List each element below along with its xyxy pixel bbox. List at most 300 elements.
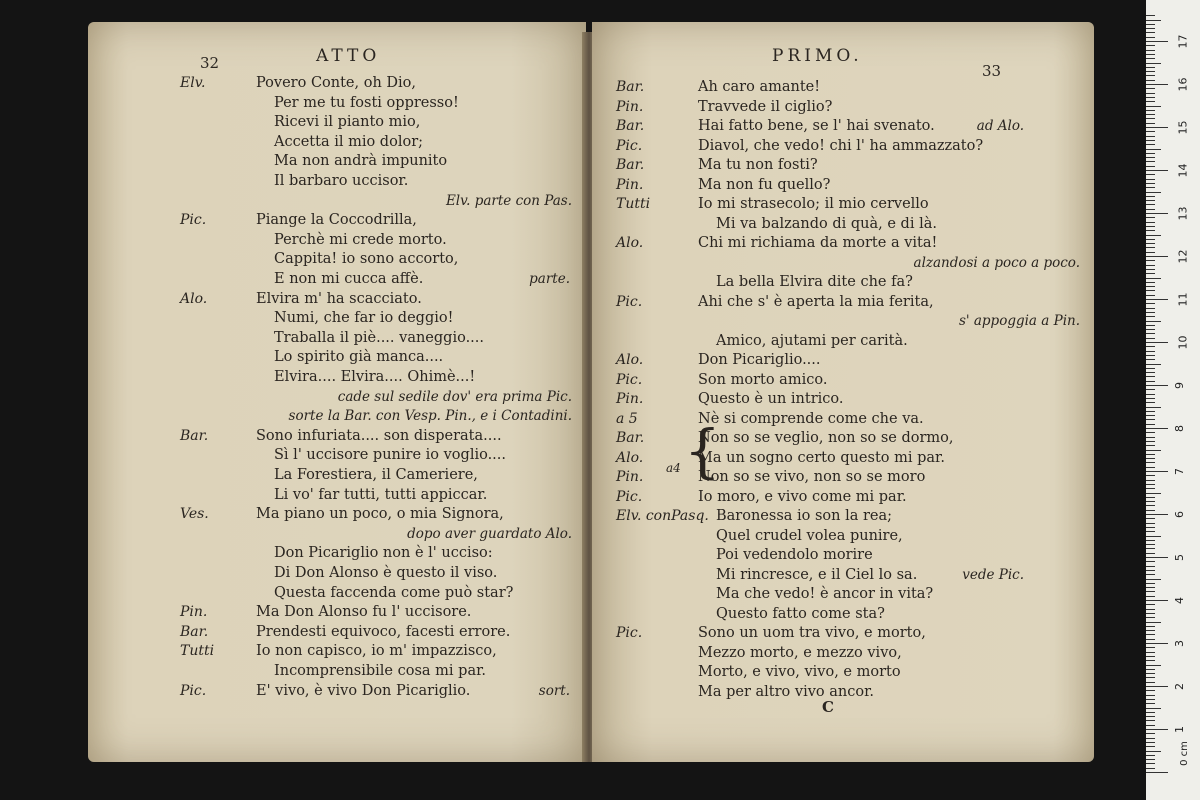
- speaker-label: Pin.: [616, 391, 644, 407]
- ruler-tick: [1146, 415, 1155, 416]
- ruler-tick: [1146, 488, 1155, 489]
- ruler-tick: [1146, 703, 1155, 704]
- ruler-tick: [1146, 471, 1168, 472]
- ruler-tick: [1146, 411, 1155, 412]
- ruler-tick: [1146, 351, 1155, 352]
- verse-line: Di Don Alonso è questo il viso.: [274, 565, 498, 581]
- ruler-tick: [1146, 531, 1155, 532]
- ruler-tick: [1146, 217, 1155, 218]
- ruler-tick: [1146, 67, 1155, 68]
- ruler-tick: [1146, 312, 1155, 313]
- ruler-tick: [1146, 58, 1155, 59]
- verse-line: Questo è un intrico.: [698, 391, 844, 407]
- ruler-tick: [1146, 523, 1155, 524]
- speaker-label: Pic.: [616, 293, 643, 310]
- ruler-tick: [1146, 118, 1155, 119]
- ruler-tick: [1146, 372, 1155, 373]
- ruler-tick: [1146, 204, 1155, 205]
- ruler-tick: [1146, 604, 1155, 605]
- ruler-tick: [1146, 192, 1161, 193]
- ruler-tick: [1146, 179, 1155, 180]
- verse-line: Sono un uom tra vivo, e morto,: [698, 625, 926, 641]
- verse-line: Ma Don Alonso fu l' uccisore.: [256, 604, 472, 621]
- verse-line: Ma per altro vivo ancor.: [698, 683, 875, 700]
- ruler-number: 4: [1173, 597, 1186, 604]
- speaker-label: Pic.: [616, 625, 643, 641]
- ruler-tick: [1146, 200, 1155, 201]
- ruler-tick: [1146, 342, 1168, 343]
- stage-direction: sorte la Bar. con Vesp. Pin., e i Contadini.: [288, 408, 572, 425]
- ruler-tick: [1146, 24, 1155, 25]
- ruler-tick: [1146, 402, 1155, 403]
- ruler-tick: [1146, 566, 1155, 567]
- ruler-tick: [1146, 265, 1155, 266]
- open-book: [88, 22, 1096, 768]
- ruler-tick: [1146, 269, 1155, 270]
- ruler-tick: [1146, 110, 1155, 111]
- ruler-tick: [1146, 536, 1161, 537]
- ruler-number: 14: [1176, 163, 1190, 178]
- ruler-tick: [1146, 127, 1168, 128]
- ruler-tick: [1146, 544, 1155, 545]
- measuring-ruler: [1146, 0, 1200, 800]
- verse-line: Don Picariglio....: [698, 352, 821, 368]
- ruler-tick: [1146, 441, 1155, 442]
- verse-line: Elvira.... Elvira.... Ohimè...!: [274, 369, 476, 385]
- ruler-tick: [1146, 695, 1155, 696]
- ruler-tick: [1146, 303, 1155, 304]
- ruler-tick: [1146, 329, 1155, 330]
- verse-line: Per me tu fosti oppresso!: [274, 94, 459, 111]
- verse-line: Morto, e vivo, vivo, e morto: [698, 664, 901, 680]
- ruler-tick: [1146, 591, 1155, 592]
- speaker-label: Ves.: [180, 506, 209, 523]
- verse-line: Amico, ajutami per carità.: [716, 332, 908, 349]
- ruler-tick: [1146, 540, 1155, 541]
- ruler-tick: [1146, 454, 1155, 455]
- ruler-number: 3: [1173, 640, 1186, 647]
- ruler-tick: [1146, 235, 1161, 236]
- ruler-tick: [1146, 333, 1155, 334]
- ruler-tick: [1146, 746, 1155, 747]
- ruler-tick: [1146, 153, 1155, 154]
- ruler-tick: [1146, 247, 1155, 248]
- left-page-header: ATTO: [316, 46, 381, 66]
- ruler-tick: [1146, 583, 1155, 584]
- ruler-number: 16: [1176, 77, 1190, 92]
- ruler-tick: [1146, 475, 1155, 476]
- speaker-label: Pic.: [616, 488, 643, 505]
- ruler-tick: [1146, 677, 1155, 678]
- ruler-tick: [1146, 720, 1155, 721]
- stage-direction: sort.: [538, 682, 570, 699]
- speaker-label: Pic.: [616, 137, 643, 154]
- verse-line: E non mi cucca affè.: [274, 271, 424, 287]
- ruler-tick: [1146, 733, 1155, 734]
- ruler-tick: [1146, 166, 1155, 167]
- verse-line: Baronessa io son la rea;: [716, 508, 893, 524]
- ruler-tick: [1146, 609, 1155, 610]
- verse-line: Non so se veglio, non so se dormo,: [698, 430, 954, 446]
- ruler-tick: [1146, 80, 1155, 81]
- speaker-label: Elv.: [180, 75, 206, 91]
- verse-line: Povero Conte, oh Dio,: [256, 75, 417, 91]
- verse-line: Accetta il mio dolor;: [274, 133, 424, 150]
- ruler-tick: [1146, 579, 1161, 580]
- ruler-tick: [1146, 97, 1155, 98]
- ruler-number: 2: [1173, 683, 1186, 690]
- verse-line: Don Picariglio non è l' ucciso:: [274, 545, 493, 562]
- ruler-tick: [1146, 123, 1155, 124]
- ruler-tick: [1146, 510, 1155, 511]
- ruler-tick: [1146, 613, 1155, 614]
- ruler-tick: [1146, 161, 1155, 162]
- ruler-tick: [1146, 518, 1155, 519]
- ruler-tick: [1146, 561, 1155, 562]
- ruler-tick: [1146, 729, 1168, 730]
- speaker-label: a 5: [616, 410, 638, 427]
- ruler-tick: [1146, 742, 1155, 743]
- verse-line: E' vivo, è vivo Don Picariglio.: [256, 682, 471, 699]
- ruler-tick: [1146, 394, 1155, 395]
- ruler-tick: [1146, 493, 1161, 494]
- ruler-tick: [1146, 505, 1155, 506]
- speaker-label: Pin.: [180, 604, 208, 621]
- ruler-tick: [1146, 751, 1161, 752]
- ruler-tick: [1146, 432, 1155, 433]
- ruler-tick: [1146, 660, 1155, 661]
- ruler-tick: [1146, 299, 1168, 300]
- ruler-tick: [1146, 557, 1168, 558]
- ruler-tick: [1146, 419, 1155, 420]
- verse-line: Numi, che far io deggio!: [274, 310, 454, 327]
- verse-line: Ma un sogno certo questo mi par.: [698, 449, 945, 466]
- ruler-tick: [1146, 93, 1155, 94]
- stage-direction: ad Alo.: [976, 118, 1024, 134]
- ruler-tick: [1146, 32, 1155, 33]
- verse-line: Mi va balzando di quà, e di là.: [716, 215, 937, 232]
- ruler-unit-label: 0 cm: [1178, 741, 1190, 766]
- ruler-tick: [1146, 643, 1168, 644]
- ruler-tick: [1146, 570, 1155, 571]
- verse-line: Mi rincresce, e il Ciel lo sa.: [716, 566, 918, 583]
- ruler-tick: [1146, 527, 1155, 528]
- ruler-tick: [1146, 763, 1155, 764]
- speaker-label: Tutti: [180, 643, 215, 660]
- ruler-tick: [1146, 437, 1155, 438]
- ruler-tick: [1146, 381, 1155, 382]
- speaker-label: Tutti: [616, 196, 651, 212]
- ruler-tick: [1146, 514, 1168, 515]
- speaker-label: Pin.: [616, 176, 644, 193]
- speaker-label: Bar.: [616, 118, 645, 134]
- ruler-tick: [1146, 484, 1155, 485]
- ruler-tick: [1146, 622, 1161, 623]
- ruler-tick: [1146, 617, 1155, 618]
- ruler-tick: [1146, 45, 1155, 46]
- ruler-tick: [1146, 101, 1155, 102]
- right-page-number: 33: [982, 62, 1002, 80]
- ruler-tick: [1146, 389, 1155, 390]
- ruler-tick: [1146, 213, 1168, 214]
- ruler-number: 13: [1176, 206, 1190, 221]
- speaker-label: Alo.: [616, 449, 644, 466]
- right-page: [592, 22, 1094, 762]
- ruler-tick: [1146, 226, 1155, 227]
- ruler-tick: [1146, 88, 1155, 89]
- ruler-tick: [1146, 50, 1155, 51]
- ruler-tick: [1146, 652, 1155, 653]
- ruler-tick: [1146, 28, 1155, 29]
- verse-line: Io mi strasecolo; il mio cervello: [698, 196, 929, 212]
- ruler-tick: [1146, 63, 1161, 64]
- verse-line: Elvira m' ha scacciato.: [256, 290, 422, 307]
- ruler-tick: [1146, 183, 1155, 184]
- ruler-tick: [1146, 316, 1155, 317]
- ruler-tick: [1146, 196, 1155, 197]
- stage-direction: alzandosi a poco a poco.: [913, 254, 1080, 271]
- ruler-tick: [1146, 424, 1155, 425]
- ruler-tick: [1146, 131, 1155, 132]
- verse-line: Mezzo morto, e mezzo vivo,: [698, 644, 902, 661]
- ruler-tick: [1146, 673, 1155, 674]
- ruler-tick: [1146, 647, 1155, 648]
- ruler-tick: [1146, 157, 1155, 158]
- ruler-tick: [1146, 630, 1155, 631]
- ruler-tick: [1146, 634, 1155, 635]
- ruler-tick: [1146, 346, 1155, 347]
- ruler-tick: [1146, 174, 1155, 175]
- verse-line: Non so se vivo, non so se moro: [698, 469, 926, 485]
- ruler-tick: [1146, 450, 1161, 451]
- ruler-tick: [1146, 290, 1155, 291]
- speaker-label: Pin.: [616, 469, 644, 485]
- ruler-tick: [1146, 759, 1155, 760]
- ruler-number: 8: [1173, 425, 1186, 432]
- stage-direction: cade sul sedile dov' era prima Pic.: [337, 388, 572, 405]
- stage-direction: dopo aver guardato Alo.: [407, 525, 572, 542]
- ruler-tick: [1146, 260, 1155, 261]
- a4-label: a4: [666, 461, 681, 475]
- ruler-tick: [1146, 428, 1168, 429]
- verse-line: La bella Elvira dite che fa?: [716, 274, 913, 290]
- speaker-label: Bar.: [616, 430, 645, 446]
- speaker-label: Bar.: [616, 157, 645, 173]
- ruler-tick: [1146, 376, 1155, 377]
- verse-line: Ma che vedo! è ancor in vita?: [716, 586, 934, 602]
- ruler-tick: [1146, 325, 1155, 326]
- ruler-tick: [1146, 144, 1155, 145]
- stage-direction: parte.: [529, 271, 570, 287]
- ruler-number: 12: [1176, 249, 1190, 264]
- verse-line: Cappita! io sono accorto,: [274, 251, 459, 268]
- ruler-tick: [1146, 669, 1155, 670]
- ruler-tick: [1146, 772, 1168, 773]
- verse-line: Sì l' uccisore punire io voglio....: [274, 447, 507, 464]
- ruler-tick: [1146, 497, 1155, 498]
- ruler-tick: [1146, 106, 1161, 107]
- ruler-number: 11: [1176, 292, 1190, 307]
- signature-mark: C: [822, 698, 834, 716]
- verse-line: Traballa il piè.... vaneggio....: [274, 329, 485, 346]
- verse-line: Sono infuriata.... son disperata....: [256, 427, 502, 444]
- ruler-tick: [1146, 136, 1155, 137]
- verse-line: Ahi che s' è aperta la mia ferita,: [698, 293, 934, 310]
- ruler-tick: [1146, 462, 1155, 463]
- ruler-number: 1: [1173, 726, 1186, 733]
- speaker-label: Pic.: [180, 212, 207, 229]
- verse-line: Ma piano un poco, o mia Signora,: [256, 506, 504, 523]
- ruler-tick: [1146, 41, 1168, 42]
- ruler-tick: [1146, 480, 1155, 481]
- verse-line: Ma non fu quello?: [698, 176, 831, 193]
- ruler-tick: [1146, 712, 1155, 713]
- ruler-tick: [1146, 600, 1168, 601]
- ruler-tick: [1146, 686, 1168, 687]
- ruler-tick: [1146, 725, 1155, 726]
- ruler-number: 7: [1173, 468, 1186, 475]
- ruler-tick: [1146, 282, 1155, 283]
- verse-line: Quel crudel volea punire,: [716, 527, 903, 544]
- ruler-number: 6: [1173, 511, 1186, 518]
- ruler-tick: [1146, 364, 1161, 365]
- ruler-tick: [1146, 286, 1155, 287]
- ruler-tick: [1146, 574, 1155, 575]
- speaker-label: Pic.: [616, 371, 643, 388]
- ruler-tick: [1146, 548, 1155, 549]
- verse-line: Il barbaro uccisor.: [274, 173, 409, 189]
- verse-line: Travvede il ciglio?: [698, 98, 833, 115]
- ruler-tick: [1146, 338, 1155, 339]
- speaker-label: Alo.: [616, 235, 644, 251]
- ruler-tick: [1146, 15, 1155, 16]
- ruler-tick: [1146, 665, 1161, 666]
- ruler-tick: [1146, 626, 1155, 627]
- ensemble-brace: {: [684, 417, 721, 485]
- ruler-tick: [1146, 239, 1155, 240]
- ruler-tick: [1146, 682, 1155, 683]
- stage-direction: Elv. parte con Pas.: [445, 192, 572, 209]
- ruler-tick: [1146, 273, 1155, 274]
- ruler-tick: [1146, 170, 1168, 171]
- ruler-tick: [1146, 596, 1155, 597]
- verse-line: Nè si comprende come che va.: [698, 410, 924, 427]
- ruler-tick: [1146, 755, 1155, 756]
- ruler-tick: [1146, 295, 1155, 296]
- verse-line: Ma tu non fosti?: [698, 157, 818, 173]
- ruler-number: 15: [1176, 120, 1190, 135]
- left-page: [88, 22, 586, 762]
- verse-line: Chi mi richiama da morte a vita!: [698, 235, 938, 251]
- verse-line: Poi vedendolo morire: [716, 547, 873, 563]
- verse-line: Ah caro amante!: [698, 79, 821, 95]
- ruler-number: 10: [1176, 335, 1190, 350]
- ruler-tick: [1146, 368, 1155, 369]
- ruler-tick: [1146, 458, 1155, 459]
- ruler-tick: [1146, 359, 1155, 360]
- ruler-tick: [1146, 114, 1155, 115]
- ruler-tick: [1146, 256, 1168, 257]
- ruler-tick: [1146, 501, 1155, 502]
- ruler-tick: [1146, 140, 1155, 141]
- speaker-label: Pic.: [180, 682, 207, 699]
- ruler-tick: [1146, 407, 1161, 408]
- ruler-tick: [1146, 716, 1155, 717]
- ruler-tick: [1146, 278, 1161, 279]
- speaker-label: Pin.: [616, 98, 644, 115]
- ruler-tick: [1146, 738, 1155, 739]
- speaker-label: Alo.: [180, 290, 208, 307]
- verse-line: Hai fatto bene, se l' hai svenato.: [698, 118, 935, 134]
- verse-line: Diavol, che vedo! chi l' ha ammazzato?: [698, 137, 984, 154]
- ruler-tick: [1146, 84, 1168, 85]
- ruler-number: 17: [1176, 34, 1190, 49]
- left-page-number: 32: [200, 54, 220, 72]
- ruler-tick: [1146, 37, 1155, 38]
- ruler-tick: [1146, 20, 1161, 21]
- verse-line: Io non capisco, io m' impazzisco,: [256, 643, 497, 660]
- verse-line: Questo fatto come sta?: [716, 605, 885, 622]
- speaker-label: Bar.: [180, 623, 209, 640]
- ruler-tick: [1146, 656, 1155, 657]
- verse-line: Ma non andrà impunito: [274, 153, 448, 170]
- ruler-tick: [1146, 308, 1155, 309]
- ruler-tick: [1146, 149, 1161, 150]
- ruler-tick: [1146, 587, 1155, 588]
- ruler-tick: [1146, 708, 1161, 709]
- ruler-tick: [1146, 252, 1155, 253]
- stage-direction: s' appoggia a Pin.: [958, 313, 1080, 329]
- speaker-label: Bar.: [180, 427, 209, 444]
- speaker-label: Bar.: [616, 79, 645, 95]
- verse-line: Son morto amico.: [698, 371, 828, 388]
- verse-line: Perchè mi crede morto.: [274, 231, 447, 248]
- verse-line: La Forestiera, il Cameriere,: [274, 467, 478, 483]
- ruler-number: 9: [1173, 382, 1186, 389]
- ruler-tick: [1146, 230, 1155, 231]
- ruler-tick: [1146, 54, 1155, 55]
- speaker-label: Elv. conPasq.: [616, 508, 709, 524]
- ruler-tick: [1146, 690, 1155, 691]
- ruler-tick: [1146, 243, 1155, 244]
- verse-line: Piange la Coccodrilla,: [256, 212, 417, 229]
- ruler-tick: [1146, 768, 1155, 769]
- ruler-tick: [1146, 639, 1155, 640]
- verse-line: Questa faccenda come può star?: [274, 584, 514, 601]
- verse-line: Incomprensibile cosa mi par.: [274, 663, 487, 679]
- ruler-tick: [1146, 187, 1155, 188]
- ruler-tick: [1146, 467, 1155, 468]
- ruler-tick: [1146, 699, 1155, 700]
- speaker-label: Alo.: [616, 352, 644, 368]
- ruler-tick: [1146, 71, 1155, 72]
- right-page-header: PRIMO.: [772, 46, 863, 66]
- verse-line: Prendesti equivoco, facesti errore.: [256, 623, 511, 640]
- verse-line: Lo spirito già manca....: [274, 349, 444, 366]
- ruler-tick: [1146, 355, 1155, 356]
- verse-line: Li vo' far tutti, tutti appiccar.: [274, 486, 488, 503]
- ruler-number: 5: [1173, 554, 1186, 561]
- ruler-tick: [1146, 75, 1155, 76]
- stage-direction: vede Pic.: [962, 566, 1024, 583]
- ruler-tick: [1146, 445, 1155, 446]
- verse-line: Io moro, e vivo come mi par.: [698, 488, 907, 505]
- ruler-tick: [1146, 398, 1155, 399]
- ruler-tick: [1146, 321, 1161, 322]
- ruler-tick: [1146, 209, 1155, 210]
- ruler-tick: [1146, 385, 1168, 386]
- ruler-tick: [1146, 222, 1155, 223]
